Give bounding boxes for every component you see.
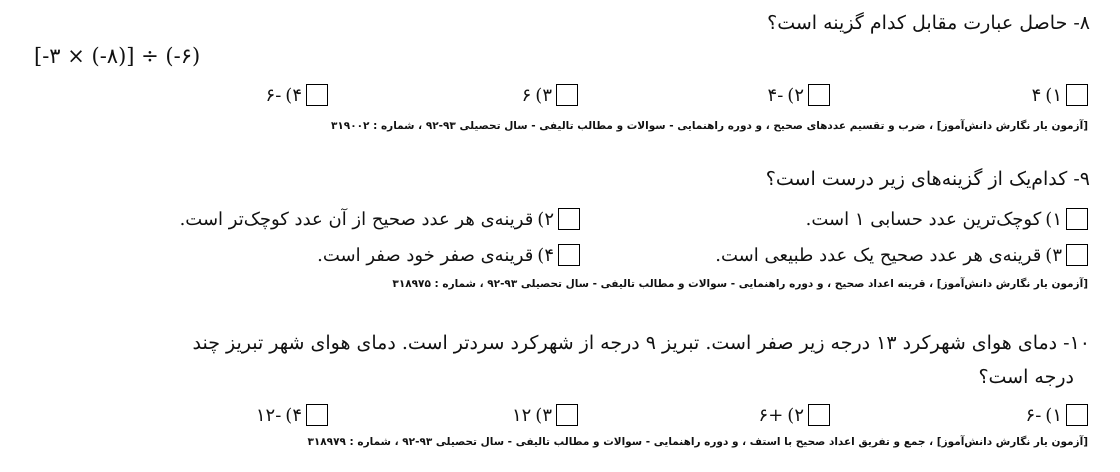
option-number: ۴): [285, 404, 302, 426]
option-number: ۱): [1045, 84, 1062, 106]
question-10-option-4[interactable]: [256, 404, 328, 426]
option-text: -۴: [767, 84, 784, 106]
option-text: قرینه‌ی هر عدد صحیح یک عدد طبیعی است.: [715, 244, 1042, 266]
option-text: ۴: [1031, 84, 1042, 106]
option-number: ۱): [1045, 404, 1062, 426]
option-text: قرینه‌ی صفر خود صفر است.: [317, 244, 534, 266]
question-8-option-1[interactable]: [1032, 84, 1088, 106]
option-number: ۳): [1045, 244, 1062, 266]
question-8-option-4[interactable]: [266, 84, 328, 106]
answer-checkbox[interactable]: [556, 84, 578, 106]
option-text: ۶: [521, 84, 532, 106]
option-text: -۶: [1025, 404, 1042, 426]
question-9-source: [آزمون یار نگارش دانش‌آموز] ، قرینه اعداد صحیح ، و دوره راهنمایی - سوالات و مطالب تالیفی - سال تحصیلی ۹۳-۹۲ ، شماره : ۳۱۸۹۷۵: [392, 278, 1088, 290]
question-8-option-3[interactable]: [522, 84, 578, 106]
option-number: ۴): [285, 84, 302, 106]
option-number: ۴): [537, 244, 554, 266]
question-10-option-2[interactable]: [759, 404, 830, 426]
option-number: ۳): [535, 84, 552, 106]
answer-checkbox[interactable]: [556, 404, 578, 426]
question-10-title-continued: درجه است؟: [978, 366, 1074, 388]
answer-checkbox[interactable]: [808, 84, 830, 106]
question-10-option-3[interactable]: [512, 404, 578, 426]
option-number: ۲): [787, 404, 804, 426]
answer-checkbox[interactable]: [1066, 244, 1088, 266]
question-9-option-3[interactable]: [715, 244, 1088, 266]
question-10-source: [آزمون یار نگارش دانش‌آموز] ، جمع و تفریق اعداد صحیح با استف ، و دوره راهنمایی - سوالات و مطالب تالیفی - سال تحصیلی ۹۳-۹۲ ، شماره : ۳۱۸۹۷۹: [307, 436, 1088, 448]
option-text: کوچک‌ترین عدد حسابی ۱ است.: [805, 208, 1042, 230]
question-10-option-1[interactable]: [1026, 404, 1088, 426]
question-9-option-2[interactable]: [180, 208, 580, 230]
option-number: ۲): [537, 208, 554, 230]
option-text: ۱۲: [511, 404, 532, 426]
question-8-source: [آزمون یار نگارش دانش‌آموز] ، ضرب و تقسیم عددهای صحیح ، و دوره راهنمایی - سوالات و مطالب تالیفی - سال تحصیلی ۹۳-۹۲ ، شماره : ۳۱۹۰۰۲: [330, 120, 1088, 132]
answer-checkbox[interactable]: [558, 208, 580, 230]
answer-checkbox[interactable]: [1066, 84, 1088, 106]
option-text: -۱۲: [255, 404, 282, 426]
question-10-title: ۱۰- دمای هوای شهرکرد ۱۳ درجه زیر صفر است. تبریز ۹ درجه از شهرکرد سردتر است. دمای هوای شهر تبریز چند: [192, 332, 1090, 354]
question-8-title: ۸- حاصل عبارت مقابل کدام گزینه است؟: [767, 12, 1090, 34]
question-8-option-2[interactable]: [768, 84, 830, 106]
option-number: ۳): [535, 404, 552, 426]
option-text: قرینه‌ی هر عدد صحیح از آن عدد کوچک‌تر است.: [179, 208, 534, 230]
answer-checkbox[interactable]: [1066, 208, 1088, 230]
question-9-option-1[interactable]: [806, 208, 1088, 230]
question-8-formula: [-۳ × (-۸)] ÷ (-۶): [34, 44, 201, 68]
option-text: -۶: [265, 84, 282, 106]
option-number: ۲): [787, 84, 804, 106]
question-9-title: ۹- کدام‌یک از گزینه‌های زیر درست است؟: [765, 168, 1090, 190]
answer-checkbox[interactable]: [808, 404, 830, 426]
option-text: +۶: [758, 404, 784, 426]
answer-checkbox[interactable]: [558, 244, 580, 266]
answer-checkbox[interactable]: [306, 84, 328, 106]
question-9-option-4[interactable]: [317, 244, 580, 266]
answer-checkbox[interactable]: [306, 404, 328, 426]
answer-checkbox[interactable]: [1066, 404, 1088, 426]
option-number: ۱): [1045, 208, 1062, 230]
